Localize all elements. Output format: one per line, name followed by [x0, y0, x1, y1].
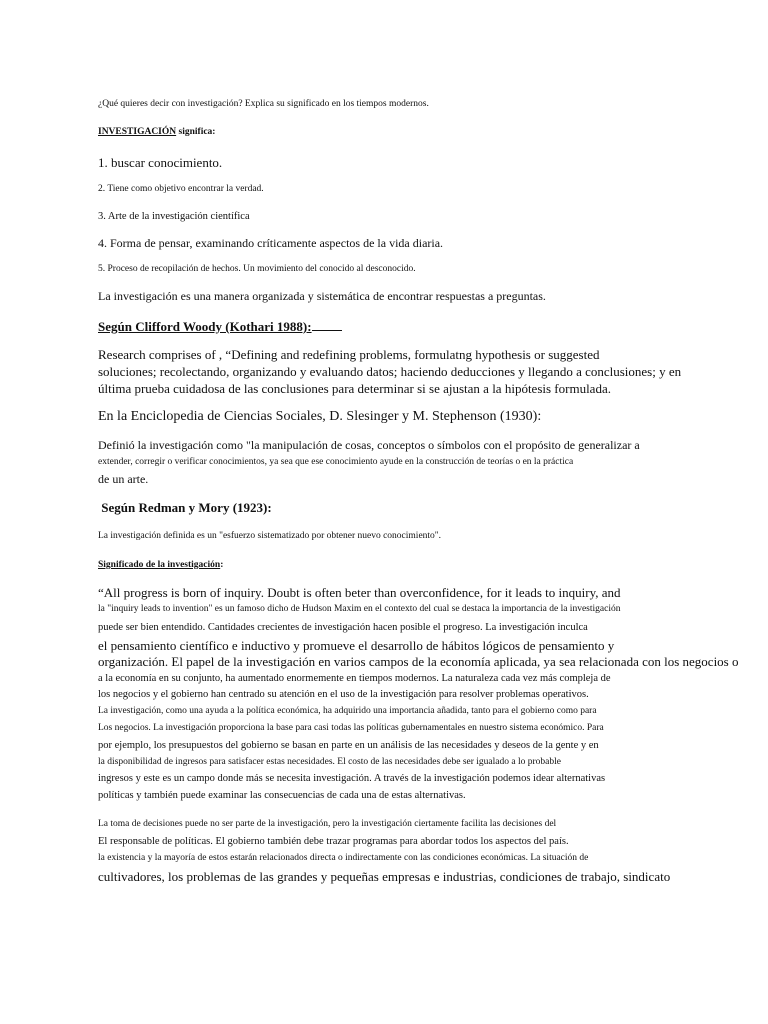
- woody-line: soluciones; recolectando, organizando y evaluando datos; haciendo deducciones y llegando a conclusiones; y en: [98, 364, 682, 379]
- woody-heading: [98, 318, 342, 335]
- summary-text: La investigación es una manera organizada y sistemática de encontrar respuestas a preguntas.: [98, 289, 546, 303]
- heading-rest: significa:: [176, 127, 216, 137]
- woody-line: última prueba cuidadosa de las conclusiones para determinar si se ajustan a la hipótesis formulada.: [98, 381, 611, 396]
- decisiones-line: cultivadores, los problemas de las grandes y pequeñas empresas e industrias, condiciones de trabajo, sindicato: [98, 869, 671, 884]
- enciclopedia-line: Definió la investigación como "la manipulación de cosas, conceptos o símbolos con el propósito de generalizar a: [98, 438, 640, 452]
- question-text: ¿Qué quieres decir con investigación? Explica su significado en los tiempos modernos.: [98, 99, 429, 109]
- woody-line: Research comprises of , “Defining and redefining problems, formulatng hypothesis or suggested: [98, 347, 600, 362]
- significado-line: “All progress is born of inquiry. Doubt is often beter than overconfidence, for it leads to inquiry, and: [98, 585, 621, 600]
- enciclopedia-line: extender, corregir o verificar conocimientos, ya sea que ese conocimiento ayude en la construcción de teorías o en la práctica: [98, 457, 574, 467]
- list-item: 3. Arte de la investigación científica: [98, 211, 250, 222]
- enciclopedia-heading: En la Enciclopedia de Ciencias Sociales, D. Slesinger y M. Stephenson (1930):: [98, 409, 542, 424]
- decisiones-line: La toma de decisiones puede no ser parte de la investigación, pero la investigación ciertamente facilita las decisiones del: [98, 819, 557, 829]
- significado-line: a la economía en su conjunto, ha aumentado enormemente en tiempos modernos. La naturaleza cada vez más compleja de: [98, 673, 611, 684]
- woody-heading-text: Según Clifford Woody (Kothari 1988):: [98, 319, 312, 334]
- list-item: 1. buscar conocimiento.: [98, 155, 223, 170]
- enciclopedia-line: de un arte.: [98, 472, 149, 486]
- significado-line: puede ser bien entendido. Cantidades crecientes de investigación hacen posible el progreso. La investigación inculca: [98, 622, 588, 633]
- significado-line: La investigación, como una ayuda a la política económica, ha adquirido una importancia añadida, tanto para el gobierno como para: [98, 706, 597, 716]
- significado-line: los negocios y el gobierno han centrado su atención en el uso de la investigación para resolver problemas operativos.: [98, 689, 589, 700]
- significado-line: organización. El papel de la investigación en varios campos de la economía aplicada, ya sea relacionada con los negocios o: [98, 654, 739, 669]
- decisiones-line: El responsable de políticas. El gobierno también debe trazar programas para abordar todos los aspectos del país.: [98, 836, 569, 847]
- redman-line: La investigación definida es un "esfuerzo sistematizado por obtener nuevo conocimiento".: [98, 531, 442, 541]
- heading-underline-trail: [312, 318, 342, 331]
- redman-heading: Según Redman y Mory (1923):: [98, 500, 272, 515]
- section-heading-investigacion: [98, 127, 215, 138]
- significado-heading: [98, 560, 223, 571]
- list-item: 2. Tiene como objetivo encontrar la verdad.: [98, 184, 264, 194]
- decisiones-line: la existencia y la mayoría de estos estarán relacionados directa o indirectamente con las condiciones económicas. La situación de: [98, 853, 589, 863]
- significado-line: ingresos y este es un campo donde más se necesita investigación. A través de la investigación podemos idear alternativas: [98, 773, 606, 784]
- heading-colon: :: [220, 560, 224, 570]
- list-item: 4. Forma de pensar, examinando críticamente aspectos de la vida diaria.: [98, 236, 444, 250]
- list-item: 5. Proceso de recopilación de hechos. Un movimiento del conocido al desconocido.: [98, 264, 416, 274]
- significado-line: el pensamiento científico e inductivo y promueve el desarrollo de hábitos lógicos de pensamiento y: [98, 638, 615, 653]
- significado-line: Los negocios. La investigación proporciona la base para casi todas las políticas gubernamentales en nuestro sistema económico. Para: [98, 723, 604, 733]
- heading-keyword: INVESTIGACIÓN: [98, 127, 177, 137]
- significado-line: políticas y también puede examinar las consecuencias de cada una de estas alternativas.: [98, 790, 466, 801]
- significado-line: la disponibilidad de ingresos para satisfacer estas necesidades. El costo de las necesidades debe ser igualado a lo probable: [98, 757, 561, 767]
- significado-line: por ejemplo, los presupuestos del gobierno se basan en parte en un análisis de las necesidades y deseos de la gente y en: [98, 740, 599, 751]
- significado-line: la "inquiry leads to invention" es un famoso dicho de Hudson Maxim en el contexto del cual se destaca la importancia de la investigación: [98, 604, 621, 614]
- significado-heading-text: Significado de la investigación: [98, 560, 221, 570]
